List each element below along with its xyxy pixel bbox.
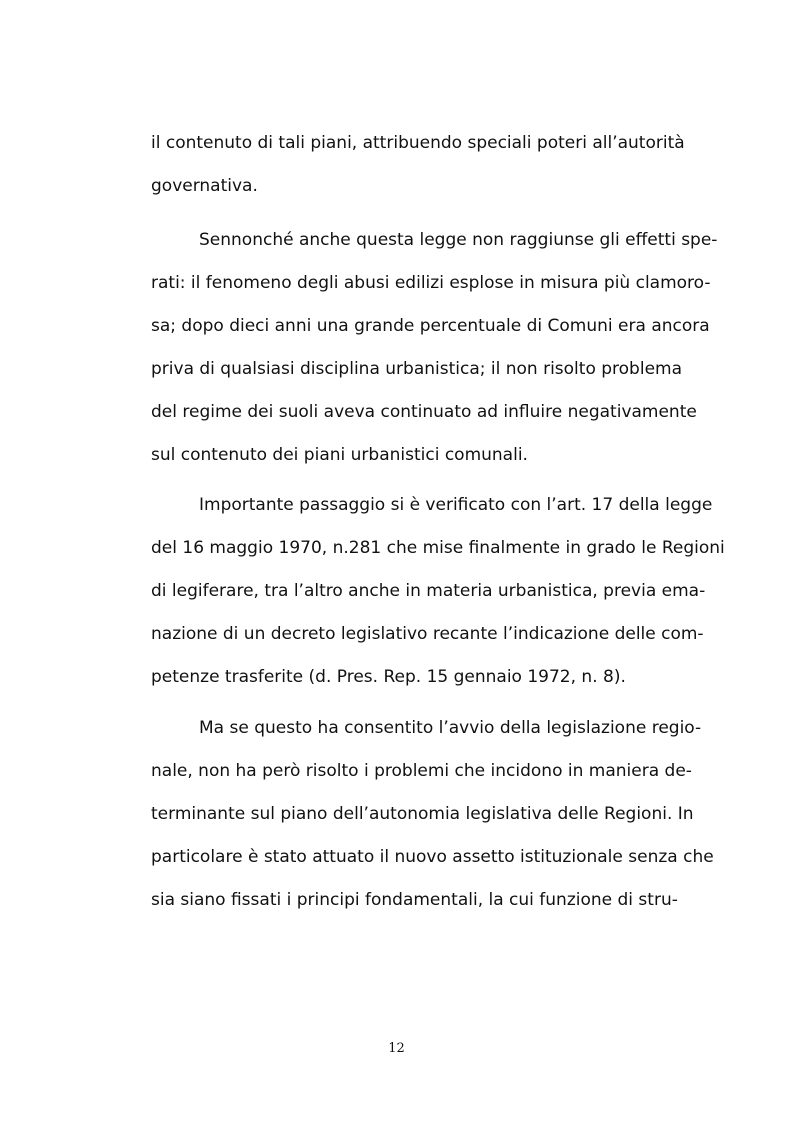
body-text-line: nale, non ha però risolto i problemi che incidono in maniera de- (151, 761, 692, 781)
body-text-line: terminante sul piano dell’autonomia legislativa delle Regioni. In (151, 804, 694, 824)
body-text-line: Importante passaggio si è verificato con l’art. 17 della legge (199, 495, 713, 515)
body-text-line: Sennonché anche questa legge non raggiunse gli effetti spe- (199, 230, 718, 250)
body-text-line: sia siano fissati i principi fondamentali, la cui funzione di stru- (151, 890, 678, 910)
body-text-line: particolare è stato attuato il nuovo assetto istituzionale senza che (151, 847, 714, 867)
body-text-line: governativa. (151, 176, 258, 196)
body-text-line: Ma se questo ha consentito l’avvio della legislazione regio- (199, 718, 702, 738)
body-text-line: rati: il fenomeno degli abusi edilizi esplose in misura più clamoro- (151, 273, 711, 293)
body-text-line: il contenuto di tali piani, attribuendo speciali poteri all’autorità (151, 133, 685, 153)
body-text-line: nazione di un decreto legislativo recante l’indicazione delle com- (151, 624, 704, 644)
body-text-line: di legiferare, tra l’altro anche in materia urbanistica, previa ema- (151, 581, 706, 601)
body-text-line: del regime dei suoli aveva continuato ad influire negativamente (151, 402, 697, 422)
page-number: 12 (388, 1041, 405, 1056)
body-text-line: priva di qualsiasi disciplina urbanistica; il non risolto problema (151, 359, 683, 379)
body-text-line: del 16 maggio 1970, n.281 che mise finalmente in grado le Regioni (151, 538, 725, 558)
body-text-line: petenze trasferite (d. Pres. Rep. 15 gennaio 1972, n. 8). (151, 667, 626, 687)
body-text-line: sa; dopo dieci anni una grande percentuale di Comuni era ancora (151, 316, 710, 336)
body-text-line: sul contenuto dei piani urbanistici comunali. (151, 445, 528, 465)
